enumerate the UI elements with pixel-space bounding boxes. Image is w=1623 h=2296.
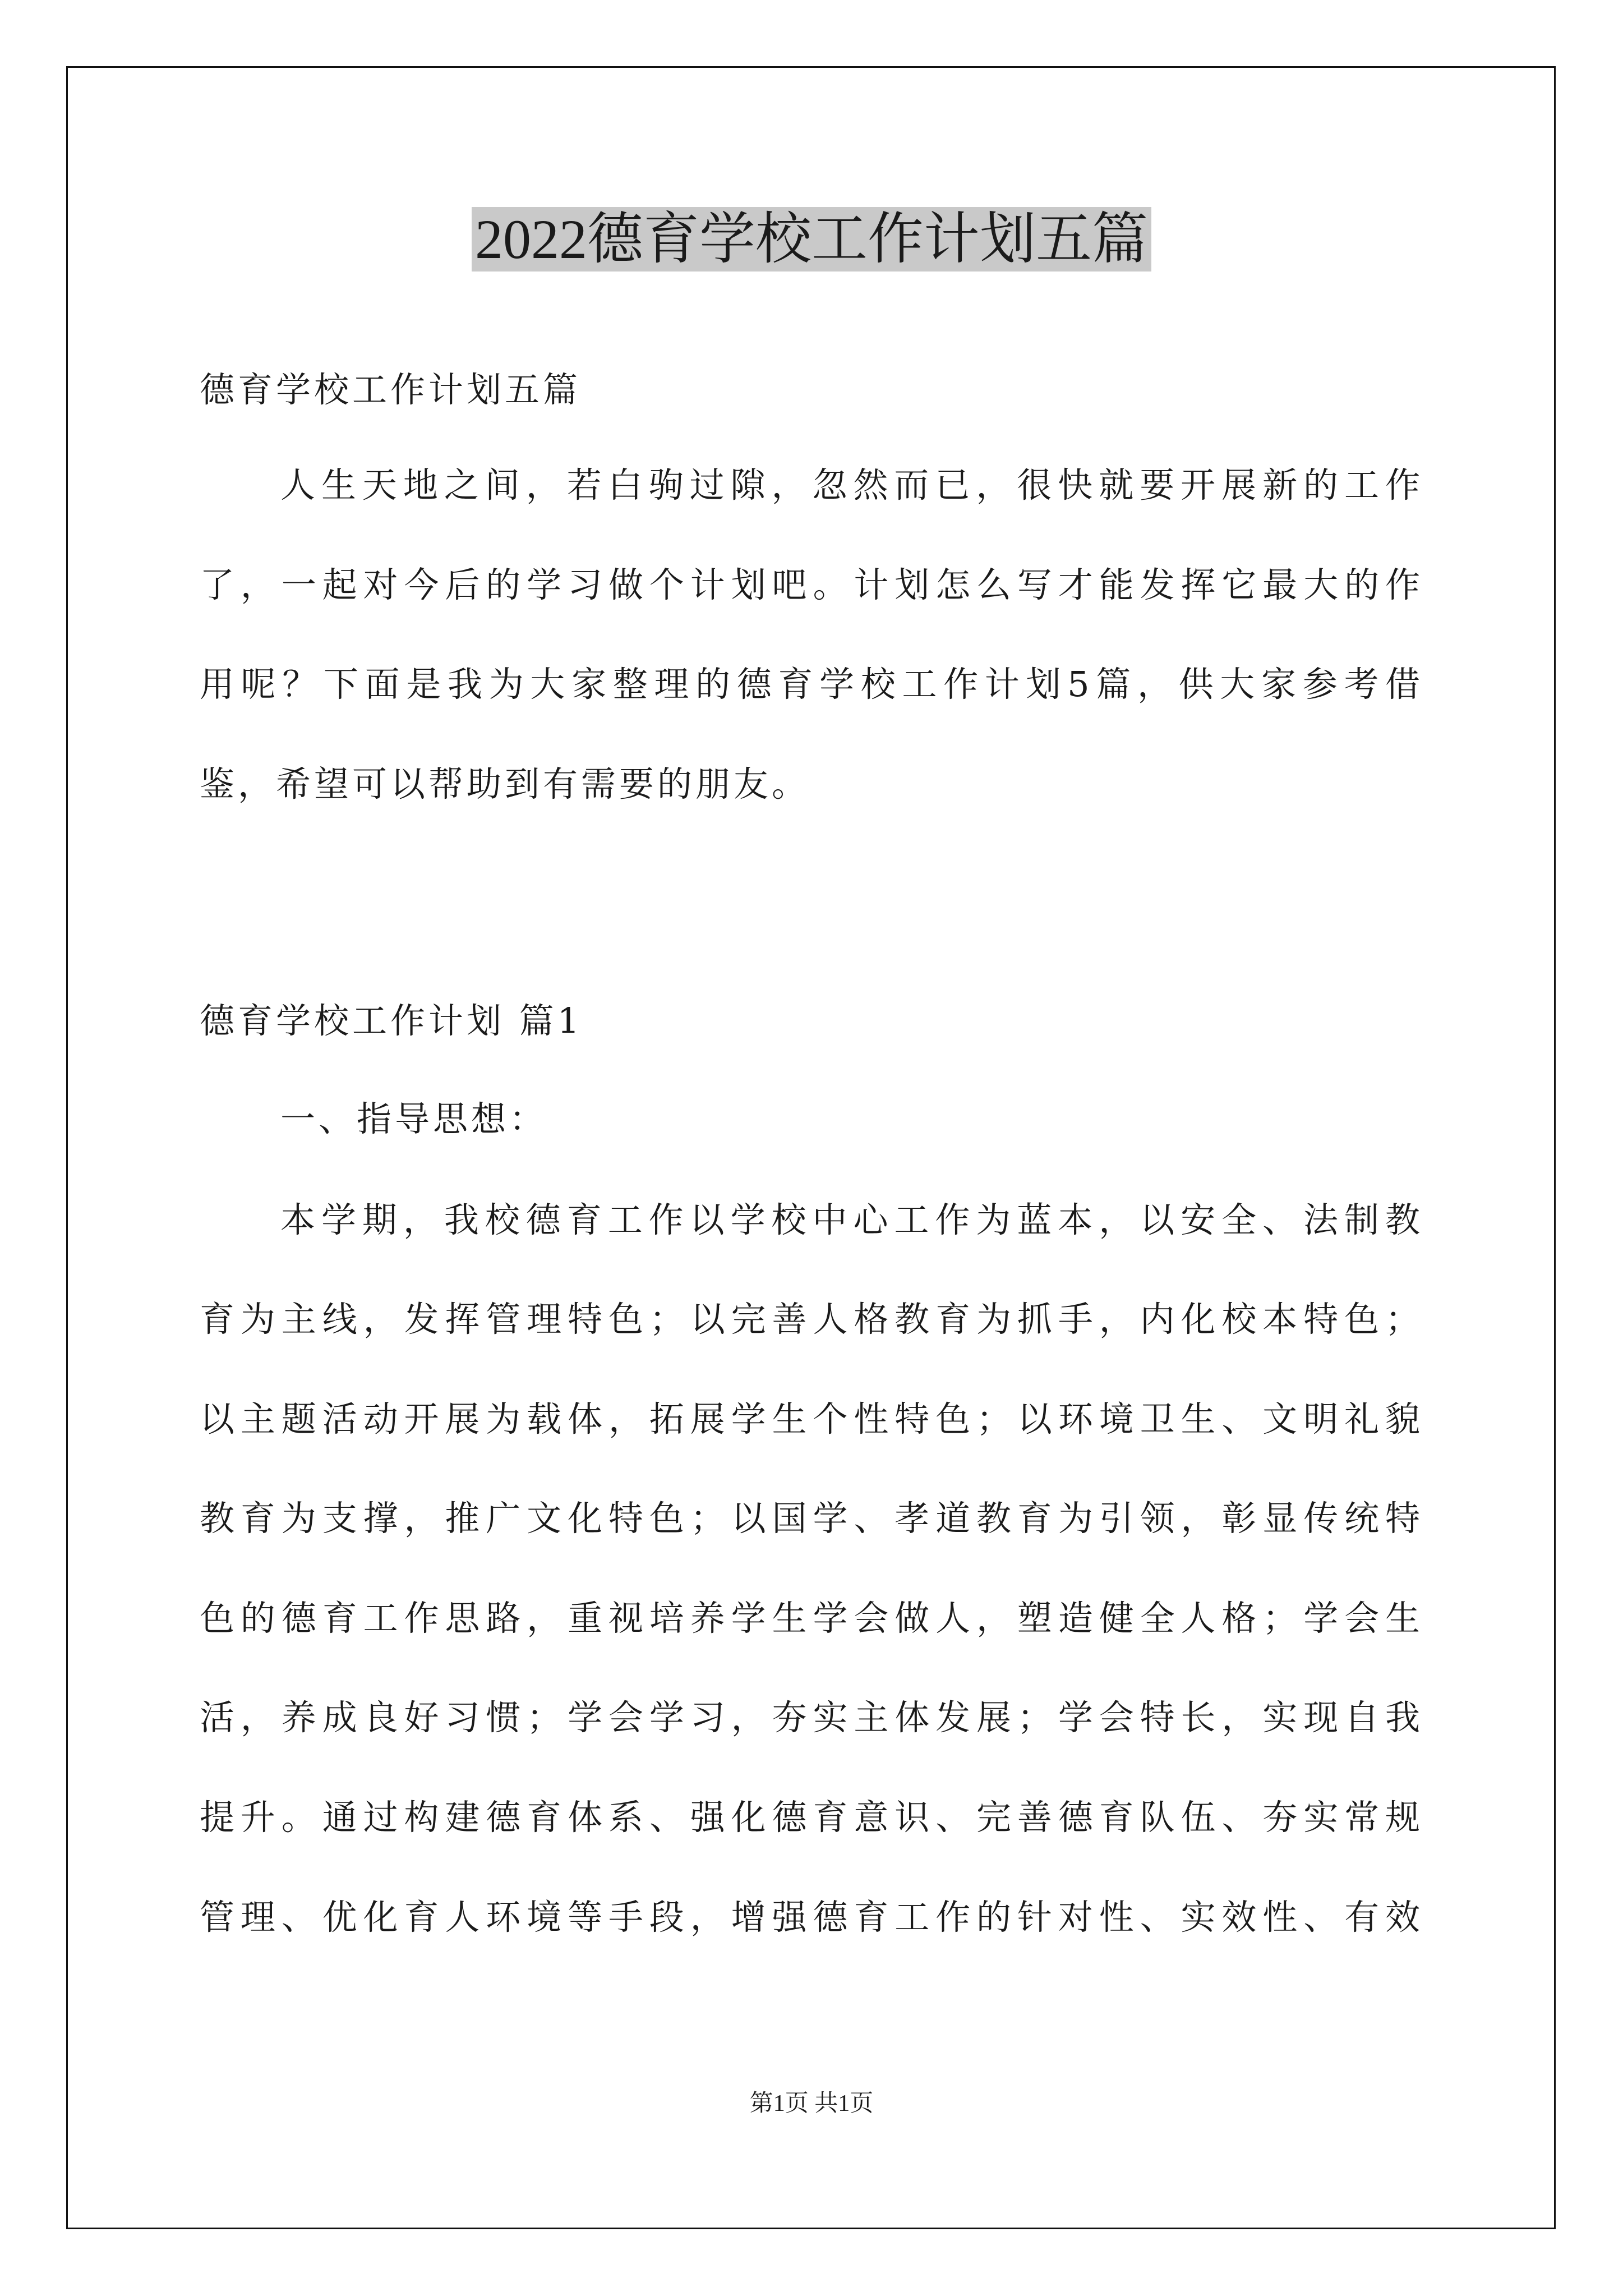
document-title: 2022德育学校工作计划五篇 bbox=[0, 203, 1623, 276]
document-subtitle: 德育学校工作计划五篇 bbox=[200, 369, 582, 410]
body-line: 本学期，我校德育工作以学校中心工作为蓝本，以安全、法制教 bbox=[280, 1199, 1423, 1240]
intro-line: 鉴，希望可以帮助到有需要的朋友。 bbox=[200, 763, 810, 804]
body-line: 教育为支撑，推广文化特色；以国学、孝道教育为引领，彰显传统特 bbox=[200, 1498, 1423, 1539]
body-line: 活，养成良好习惯；学会学习，夯实主体发展；学会特长，实现自我 bbox=[200, 1697, 1423, 1738]
body-line: 提升。通过构建德育体系、强化德育意识、完善德育队伍、夯实常规 bbox=[200, 1797, 1423, 1838]
intro-line: 了，一起对今后的学习做个计划吧。计划怎么写才能发挥它最大的作 bbox=[200, 564, 1423, 605]
body-line: 以主题活动开展为载体，拓展学生个性特色；以环境卫生、文明礼貌 bbox=[200, 1398, 1423, 1439]
intro-line: 用呢？下面是我为大家整理的德育学校工作计划5篇，供大家参考借 bbox=[200, 664, 1423, 705]
subsection-heading: 一、指导思想： bbox=[280, 1098, 548, 1139]
body-line: 育为主线，发挥管理特色；以完善人格教育为抓手，内化校本特色； bbox=[200, 1299, 1423, 1340]
body-line: 管理、优化育人环境等手段，增强德育工作的针对性、实效性、有效 bbox=[200, 1897, 1423, 1938]
body-line: 色的德育工作思路，重视培养学生学会做人，塑造健全人格；学会生 bbox=[200, 1598, 1423, 1639]
section-heading: 德育学校工作计划 篇1 bbox=[200, 1000, 583, 1041]
page-number: 第1页 共1页 bbox=[749, 2091, 874, 2116]
intro-line: 人生天地之间，若白驹过隙，忽然而已，很快就要开展新的工作 bbox=[280, 464, 1423, 505]
